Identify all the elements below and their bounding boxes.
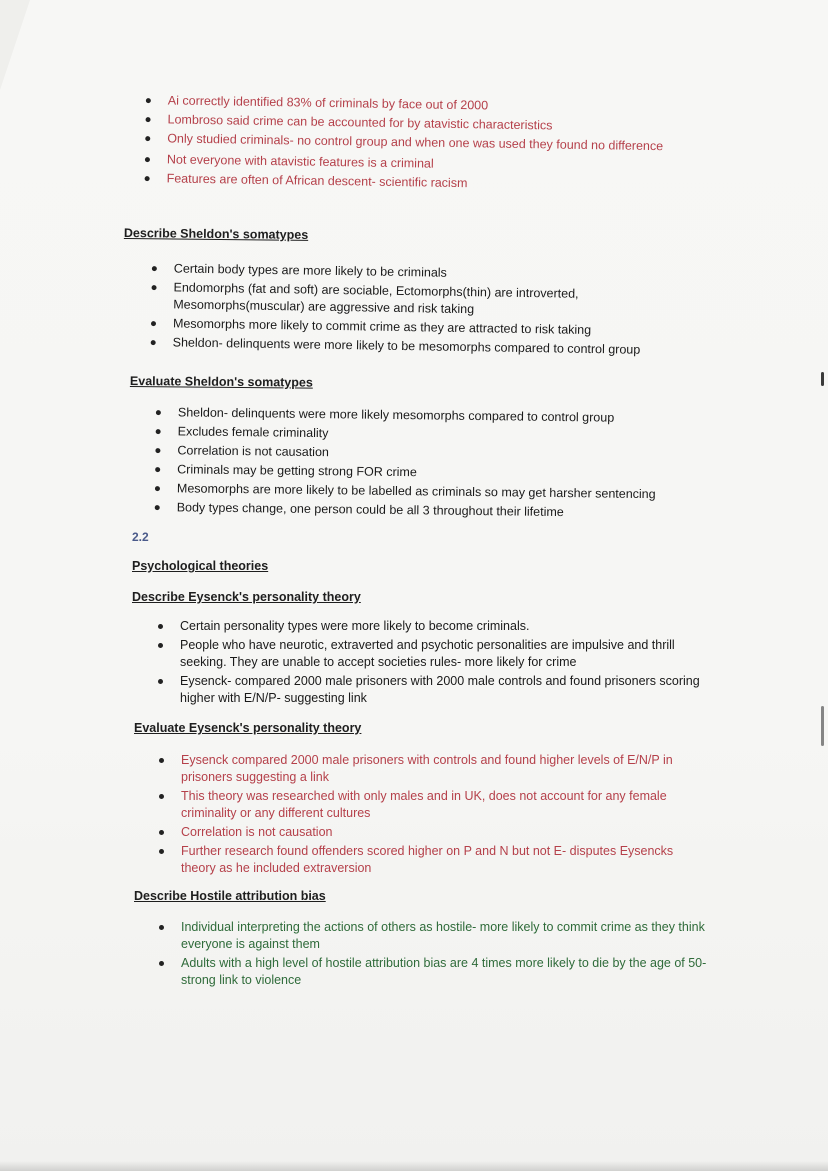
list-item: Criminals may be getting strong FOR crime — [149, 461, 709, 485]
list-item: Sheldon- delinquents were more likely mesomorphs compared to control group — [150, 404, 710, 428]
list-item: Features are often of African descent- scientific racism — [139, 170, 679, 195]
bullet-list — [152, 618, 700, 707]
list-item: People who have neurotic, extraverted and psychotic personalities are impulsive and thrill seeking. They are unable to accept societies rules- more likely for crime — [152, 637, 700, 671]
page-bottom-shadow — [0, 1161, 828, 1171]
list-item: Excludes female criminality — [150, 423, 710, 447]
list-item: Eysenck compared 2000 male prisoners with controls and found higher levels of E/N/P in prisoners suggesting a link — [153, 752, 709, 786]
list-item: Mesomorphs more likely to commit crime as they are attracted to risk taking — [145, 315, 693, 341]
eysenck-describe-section — [152, 618, 700, 709]
list-item: Only studied criminals- no control group and when one was used they found no difference — [139, 130, 679, 155]
edge-mark — [821, 372, 824, 386]
list-item: Eysenck- compared 2000 male prisoners with 2000 male controls and found prisoners scoring higher with E/N/P- suggesting link — [152, 673, 700, 707]
list-item: Correlation is not causation — [149, 442, 709, 466]
section-number: 2.2 — [132, 530, 149, 544]
list-item: Lombroso said crime can be accounted for by atavistic characteristics — [139, 111, 679, 136]
intro-section — [138, 92, 679, 197]
sheldon-evaluate-section — [149, 404, 710, 525]
list-item: Body types change, one person could be all 3 throughout their lifetime — [149, 499, 709, 523]
list-item: Not everyone with atavistic features is a criminal — [139, 151, 679, 176]
eysenck-evaluate-section — [153, 752, 709, 879]
bullet-list — [153, 752, 709, 877]
bullet-list — [153, 919, 709, 989]
intro-bullet-list — [139, 92, 680, 195]
bullet-list — [145, 260, 694, 360]
list-item: Mesomorphs are more likely to be labelled as criminals so may get harsher sentencing — [149, 480, 709, 504]
section-heading: Evaluate Sheldon's somatypes — [129, 374, 313, 390]
list-item: Certain personality types were more likely to become criminals. — [152, 618, 700, 635]
list-item: Individual interpreting the actions of others as hostile- more likely to commit crime as they think everyone is against them — [153, 919, 709, 953]
list-item: Correlation is not causation — [153, 824, 709, 841]
page-corner-fold — [0, 0, 30, 90]
section-heading: Describe Sheldon's somatypes — [123, 226, 309, 242]
edge-mark — [821, 706, 824, 746]
list-item: Further research found offenders scored higher on P and N but not E- disputes Eysencks theory as he included extraversion — [153, 843, 709, 877]
list-item: Ai correctly identified 83% of criminals by face out of 2000 — [140, 92, 680, 117]
section-heading: Psychological theories — [132, 559, 269, 573]
list-item: Endomorphs (fat and soft) are sociable, Ectomorphs(thin) are introverted, Mesomorphs(muscular) are aggressive and risk taking — [145, 279, 693, 322]
section-heading: Describe Eysenck's personality theory — [132, 590, 361, 604]
bullet-list — [149, 404, 710, 523]
hostile-section — [153, 919, 709, 991]
sheldon-describe-section — [145, 260, 694, 362]
section-heading: Evaluate Eysenck's personality theory — [134, 721, 362, 735]
list-item: This theory was researched with only males and in UK, does not account for any female criminality or any different cultures — [153, 788, 709, 822]
list-item: Certain body types are more likely to be criminals — [146, 260, 694, 286]
section-heading: Describe Hostile attribution bias — [134, 889, 326, 903]
list-item: Adults with a high level of hostile attribution bias are 4 times more likely to die by the age of 50- strong link to violence — [153, 955, 709, 989]
list-item: Sheldon- delinquents were more likely to be mesomorphs compared to control group — [145, 334, 693, 360]
